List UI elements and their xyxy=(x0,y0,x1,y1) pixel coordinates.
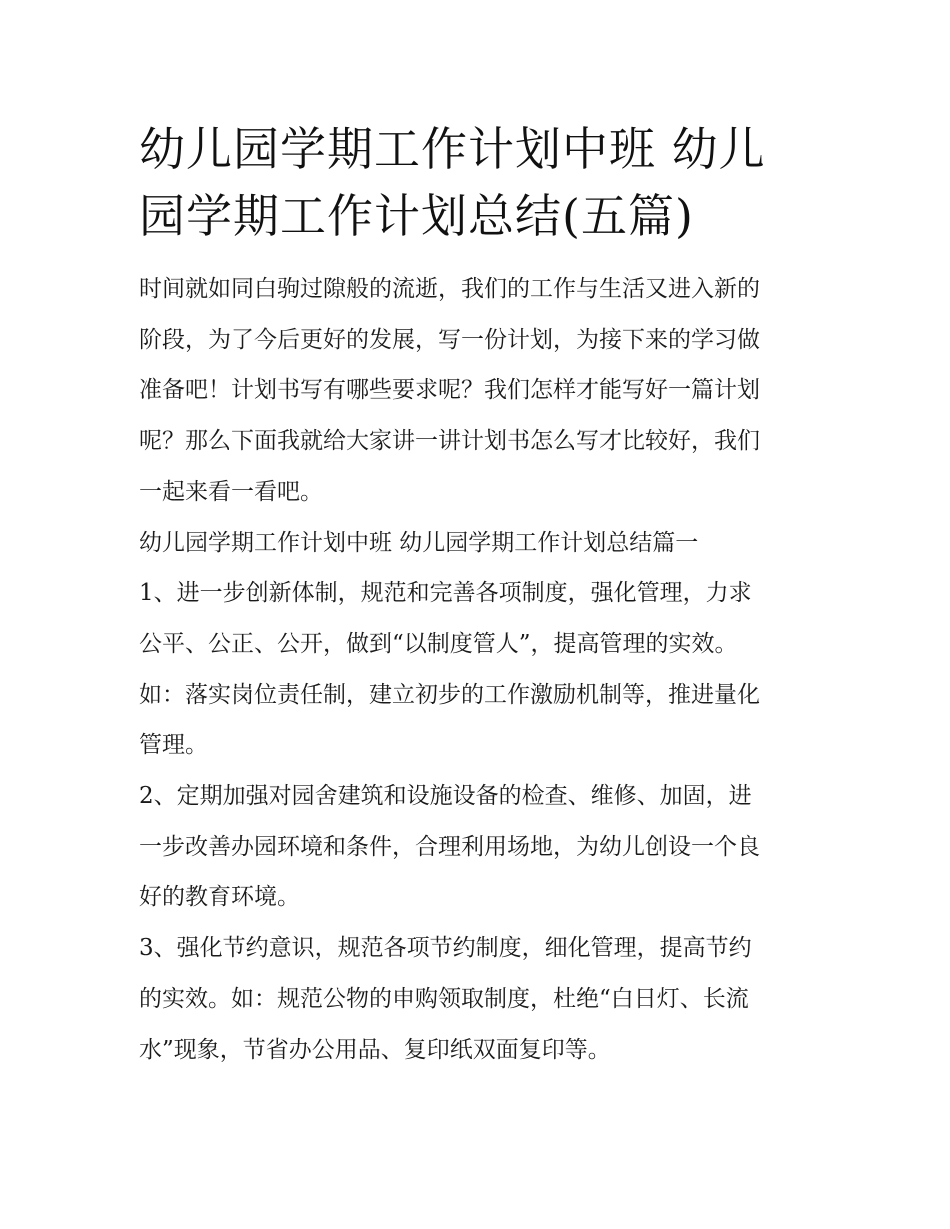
intro-line: 准备吧！计划书写有哪些要求呢？我们怎样才能写好一篇计划 xyxy=(139,377,760,404)
document-body xyxy=(139,116,819,1075)
item-3-paragraph xyxy=(139,923,819,1075)
item-1-line: 如：落实岗位责任制，建立初步的工作激励机制等，推进量化 xyxy=(139,681,760,708)
item-3-line: 的实效。如：规范公物的申购领取制度，杜绝“白日灯、长流 xyxy=(139,985,749,1012)
item-3-line: 3、强化节约意识，规范各项节约制度，细化管理，提高节约 xyxy=(139,935,752,962)
item-3-line: 水”现象，节省办公用品、复印纸双面复印等。 xyxy=(139,1036,611,1063)
item-1-line: 1、进一步创新体制，规范和完善各项制度，强化管理，力求 xyxy=(139,580,752,607)
item-1-line: 管理。 xyxy=(139,732,208,759)
intro-line: 时间就如同白驹过隙般的流逝，我们的工作与生活又进入新的 xyxy=(139,276,760,302)
item-2-line: 2、定期加强对园舍建筑和设施设备的检查、维修、加固，进 xyxy=(139,783,752,810)
item-2-paragraph xyxy=(139,771,819,923)
title-line: 园学期工作计划总结(五篇) xyxy=(139,189,694,243)
section-heading: 幼儿园学期工作计划中班 幼儿园学期工作计划总结篇一 xyxy=(139,529,699,556)
intro-line: 一起来看一看吧。 xyxy=(139,478,323,505)
title-line: 幼儿园学期工作计划中班 幼儿 xyxy=(139,122,766,176)
intro-paragraph xyxy=(139,264,819,518)
item-1-line: 公平、公正、公开，做到“以制度管人”，提高管理的实效。 xyxy=(139,630,738,657)
document-title xyxy=(139,116,819,250)
intro-line: 阶段，为了今后更好的发展，写一份计划，为接下来的学习做 xyxy=(139,326,760,353)
intro-line: 呢？那么下面我就给大家讲一讲计划书怎么写才比较好，我们 xyxy=(139,428,760,455)
item-2-line: 好的教育环境。 xyxy=(139,884,300,911)
item-2-line: 一步改善办园环境和条件，合理利用场地，为幼儿创设一个良 xyxy=(139,833,760,860)
item-1-paragraph xyxy=(139,568,819,771)
